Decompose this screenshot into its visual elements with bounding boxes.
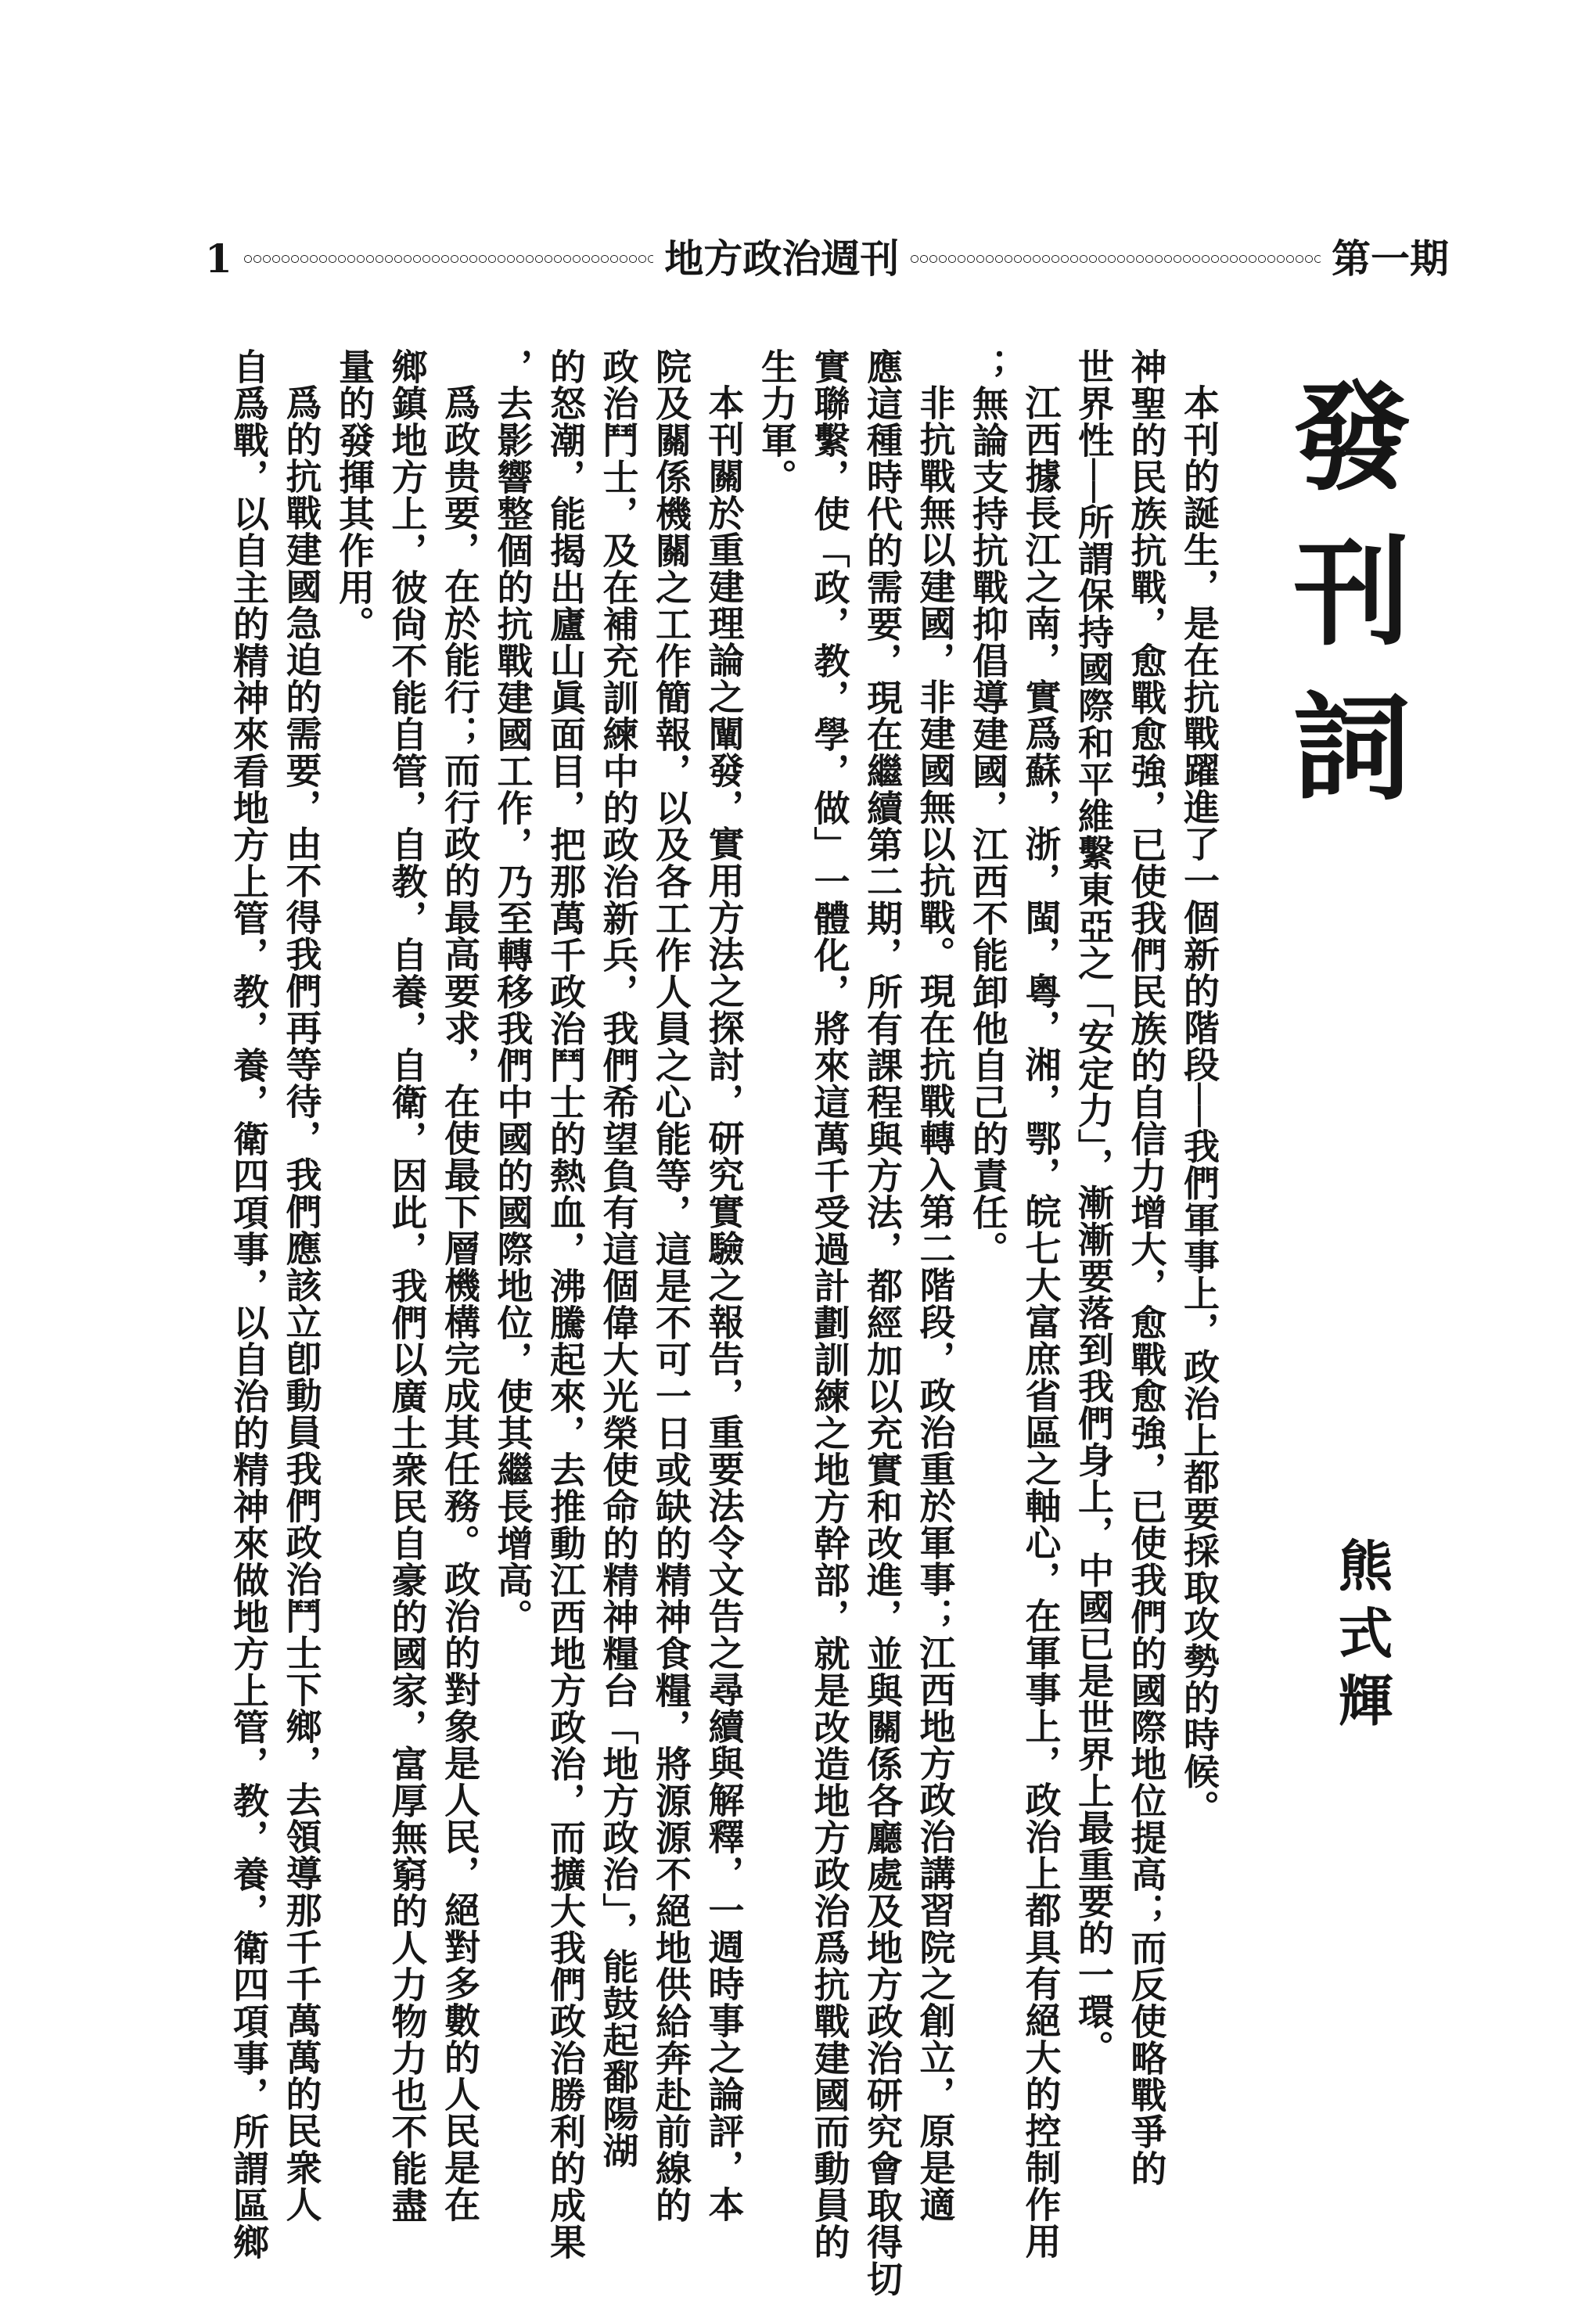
text-column: 本刊關於重建理論之闡發，實用方法之探討，研究實驗之報告，重要法令文告之尋續與解釋，一週時事之論評，本 [703,384,746,2223]
text-column: 的怒潮，能揭出廬山眞面目，把那萬千政治鬥士的熱血，沸騰起來，去推動江西地方政治，而擴大我們政治勝利的成果 [545,348,587,2260]
article-author: 熊式輝 [1329,1537,1394,1739]
text-column: 爲政贵要，在於能行；而行政的最高要求，在使最下層機構完成其任務。政治的對象是人民，絕對多數的人民是在 [439,384,481,2223]
text-column: 應這種時代的需要，現在繼續第二期，所有課程與方法，都經加以充實和改進，並與關係各廳處及地方政治研究會取得切 [861,348,904,2297]
text-column: ；無論支持抗戰抑倡導建國，江西不能卸他自己的責任。 [967,348,1009,1267]
header-rule-left [243,255,654,263]
text-column: ，去影響整個的抗戰建國工作，乃至轉移我們中國的國際地位，使其繼長增高。 [491,348,534,1635]
text-column: 生力軍。 [756,348,798,495]
running-header [205,232,1449,286]
text-column: 本刊的誕生，是在抗戰躍進了一個新的階段──我們軍事上，政治上都要採取攻勢的時候。 [1178,384,1220,1827]
header-rule-right [910,255,1321,263]
text-column: 爲的抗戰建國急迫的需要，由不得我們再等待，我們應該立卽動員我們政治鬥士下鄉，去領導那千千萬萬的民衆人 [280,384,323,2223]
page-number: 1 [205,235,232,282]
text-column: 神聖的民族抗戰，愈戰愈強，已使我們民族的自信力增大，愈戰愈強，已使我們的國際地位提高；而反使略戰爭的 [1125,348,1168,2187]
text-column: 量的發揮其作用。 [333,348,376,642]
text-column: 非抗戰無以建國，非建國無以抗戰。現在抗戰轉入第二階段，政治重於軍事；江西地方政治講習院之創立，原是適 [914,384,957,2223]
text-column: 世界性──所謂保持國際和平維繫東亞之「安定力」，漸漸要落到我們身上，中國已是世界上最重要的一環。 [1073,348,1115,2067]
journal-title: 地方政治週刊 [664,235,900,282]
text-column: 江西據長江之南，實爲蘇，浙，閩，粵，湘，鄂，皖七大富庶省區之軸心，在軍事上，政治上都具有絕大的控制作用 [1019,384,1062,2259]
text-column: 實聯繫，使「政，教，學，做」一體化，將來這萬千受過計劃訓練之地方幹部，就是改造地方政治爲抗戰建國而動員的 [808,348,851,2260]
article-title: 發刊詞 [1273,376,1411,840]
issue-number: 第一期 [1332,235,1450,282]
text-column: 政治鬥士，及在補充訓練中的政治新兵，我們希望負有這個偉大光榮使命的精神糧台「地方政治」，能鼓起鄱陽湖 [597,348,640,2169]
text-column: 鄉鎮地方上，彼尙不能自管，自教，自養，自衛，因此，我們以廣土衆民自豪的國家，富厚無窮的人力物力也不能盡 [386,348,429,2223]
text-column: 院及關係機關之工作簡報，以及各工作人員之心能等，這是不可一日或缺的精神食糧，將源源不絕地供給奔赴前線的 [650,348,692,2223]
text-column: 自爲戰，以自主的精神來看地方上管，教，養，衛四項事，以自治的精神來做地方上管，教，養，衛四項事，所謂區鄉 [228,348,270,2260]
